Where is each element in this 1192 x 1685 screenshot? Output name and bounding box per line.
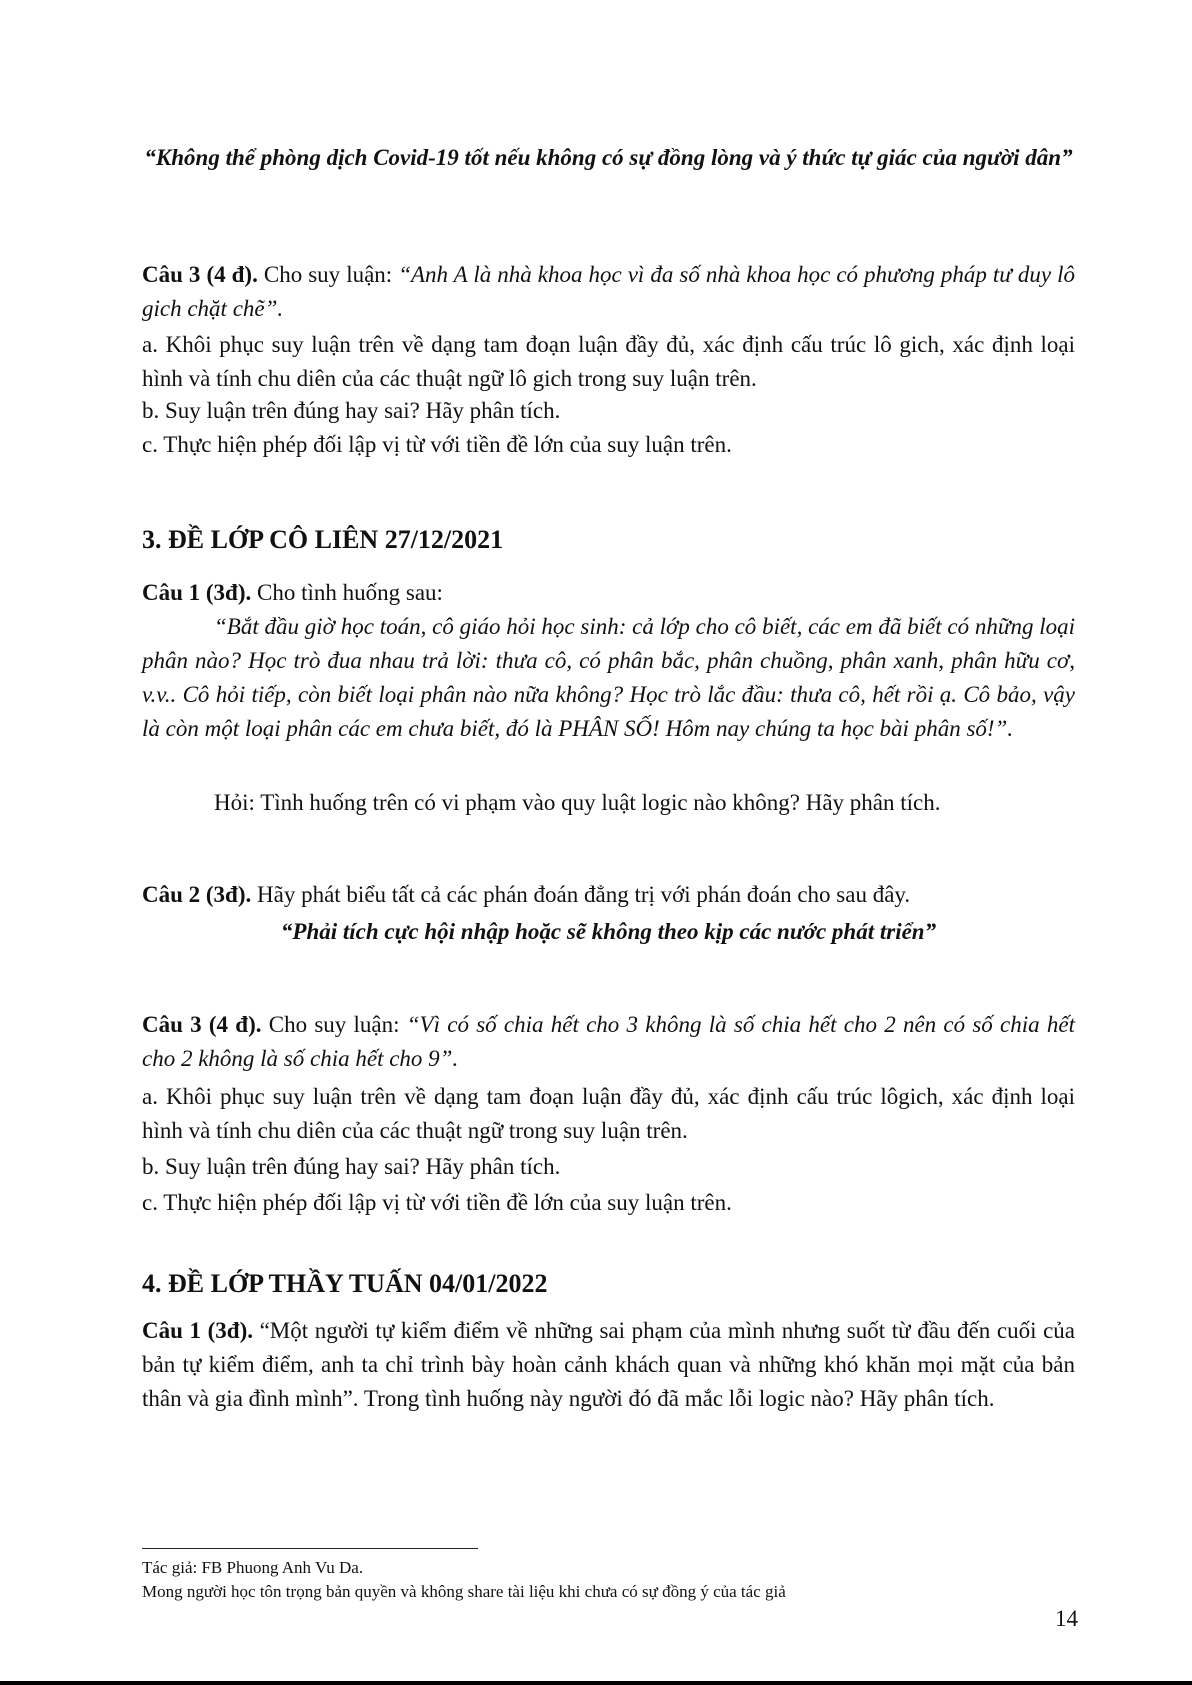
- footnote-author: Tác giả: FB Phuong Anh Vu Da.: [142, 1558, 364, 1577]
- s3-q3-part-c: c. Thực hiện phép đối lập vị từ với tiền đề lớn của suy luận trên.: [142, 1190, 732, 1215]
- question-label: Câu 3 (4 đ).: [142, 262, 258, 287]
- question-intro: Cho suy luận:: [261, 1012, 407, 1037]
- s2-q3-prompt: [142, 258, 1075, 326]
- s2-q3-part-c: c. Thực hiện phép đối lập vị từ với tiền đề lớn của suy luận trên.: [142, 432, 732, 457]
- s2-q3-part-a: a. Khôi phục suy luận trên về dạng tam đoạn luận đầy đủ, xác định cấu trúc lô gich, xác định loại hình và tính chu diên của các thuật ngữ lô gich trong suy luận trên.: [142, 332, 1075, 391]
- question-label: Câu 1 (3đ).: [142, 1318, 253, 1343]
- question-intro: Cho tình huống sau:: [251, 580, 443, 605]
- question-label: Câu 3 (4 đ).: [142, 1012, 262, 1037]
- top-quote: “Không thể phòng dịch Covid-19 tốt nếu không có sự đồng lòng và ý thức tự giác của người dân”: [144, 145, 1073, 170]
- question-text: “Một người tự kiểm điểm về những sai phạm của mình nhưng suốt từ đầu đến cuối của bản tự kiểm điểm, anh ta chỉ trình bày hoàn cảnh khách quan và những khó khăn mọi mặt của bản thân và gia đình mình”. Trong tình huống này người đó đã mắc lỗi logic nào? Hãy phân tích.: [142, 1318, 1075, 1411]
- question-label: Câu 2 (3đ).: [142, 882, 252, 907]
- s3-q1-prompt: [142, 576, 1075, 610]
- s2-q3-part-b: b. Suy luận trên đúng hay sai? Hãy phân tích.: [142, 398, 561, 423]
- s3-q1-question: Hỏi: Tình huống trên có vi phạm vào quy luật logic nào không? Hãy phân tích.: [214, 790, 941, 815]
- footnote-notice: Mong người học tôn trọng bản quyền và không share tài liệu khi chưa có sự đồng ý của tác giả: [142, 1582, 786, 1601]
- question-label: Câu 1 (3đ).: [142, 580, 252, 605]
- s3-q1-story: “Bắt đầu giờ học toán, cô giáo hỏi học sinh: cả lớp cho cô biết, các em đã biết có những loại phân nào? Học trò đua nhau trả lời: thưa cô, có phân bắc, phân chuồng, phân xanh, phân hữu cơ, v.v.. Cô hỏi tiếp, còn biết loại phân nào nữa không? Học trò lắc đầu: thưa cô, hết rồi ạ. Cô bảo, vậy là còn một loại phân các em chưa biết, đó là PHÂN SỐ! Hôm nay chúng ta học bài phân số!”.: [142, 614, 1075, 741]
- footnote-divider: [142, 1548, 478, 1549]
- s3-q3-part-a: a. Khôi phục suy luận trên về dạng tam đoạn luận đầy đủ, xác định cấu trúc lôgich, xác định loại hình và tính chu diên của các thuật ngữ trong suy luận trên.: [142, 1084, 1075, 1143]
- s3-q3-part-b: b. Suy luận trên đúng hay sai? Hãy phân tích.: [142, 1154, 561, 1179]
- page-bottom-border: [0, 1681, 1192, 1685]
- question-intro: Cho suy luận:: [257, 262, 399, 287]
- question-quote: “Anh A là nhà khoa học vì đa số nhà khoa học có phương pháp tư duy lô gich chặt chẽ”.: [142, 262, 1075, 321]
- question-text: Hãy phát biểu tất cả các phán đoán đẳng trị với phán đoán cho sau đây.: [251, 882, 911, 907]
- s3-q2-quote: “Phải tích cực hội nhập hoặc sẽ không theo kịp các nước phát triển”: [280, 919, 937, 944]
- page-number: 14: [1055, 1606, 1078, 1631]
- section4-heading: 4. ĐỀ LỚP THẦY TUẤN 04/01/2022: [142, 1269, 548, 1298]
- s3-q2-prompt: [142, 878, 1075, 912]
- s3-q3-prompt: [142, 1008, 1075, 1076]
- section3-heading: 3. ĐỀ LỚP CÔ LIÊN 27/12/2021: [142, 525, 504, 554]
- s4-q1-prompt: [142, 1314, 1075, 1416]
- question-quote: “Vì có số chia hết cho 3 không là số chia hết cho 2 nên có số chia hết cho 2 không là số chia hết cho 9”.: [142, 1012, 1075, 1071]
